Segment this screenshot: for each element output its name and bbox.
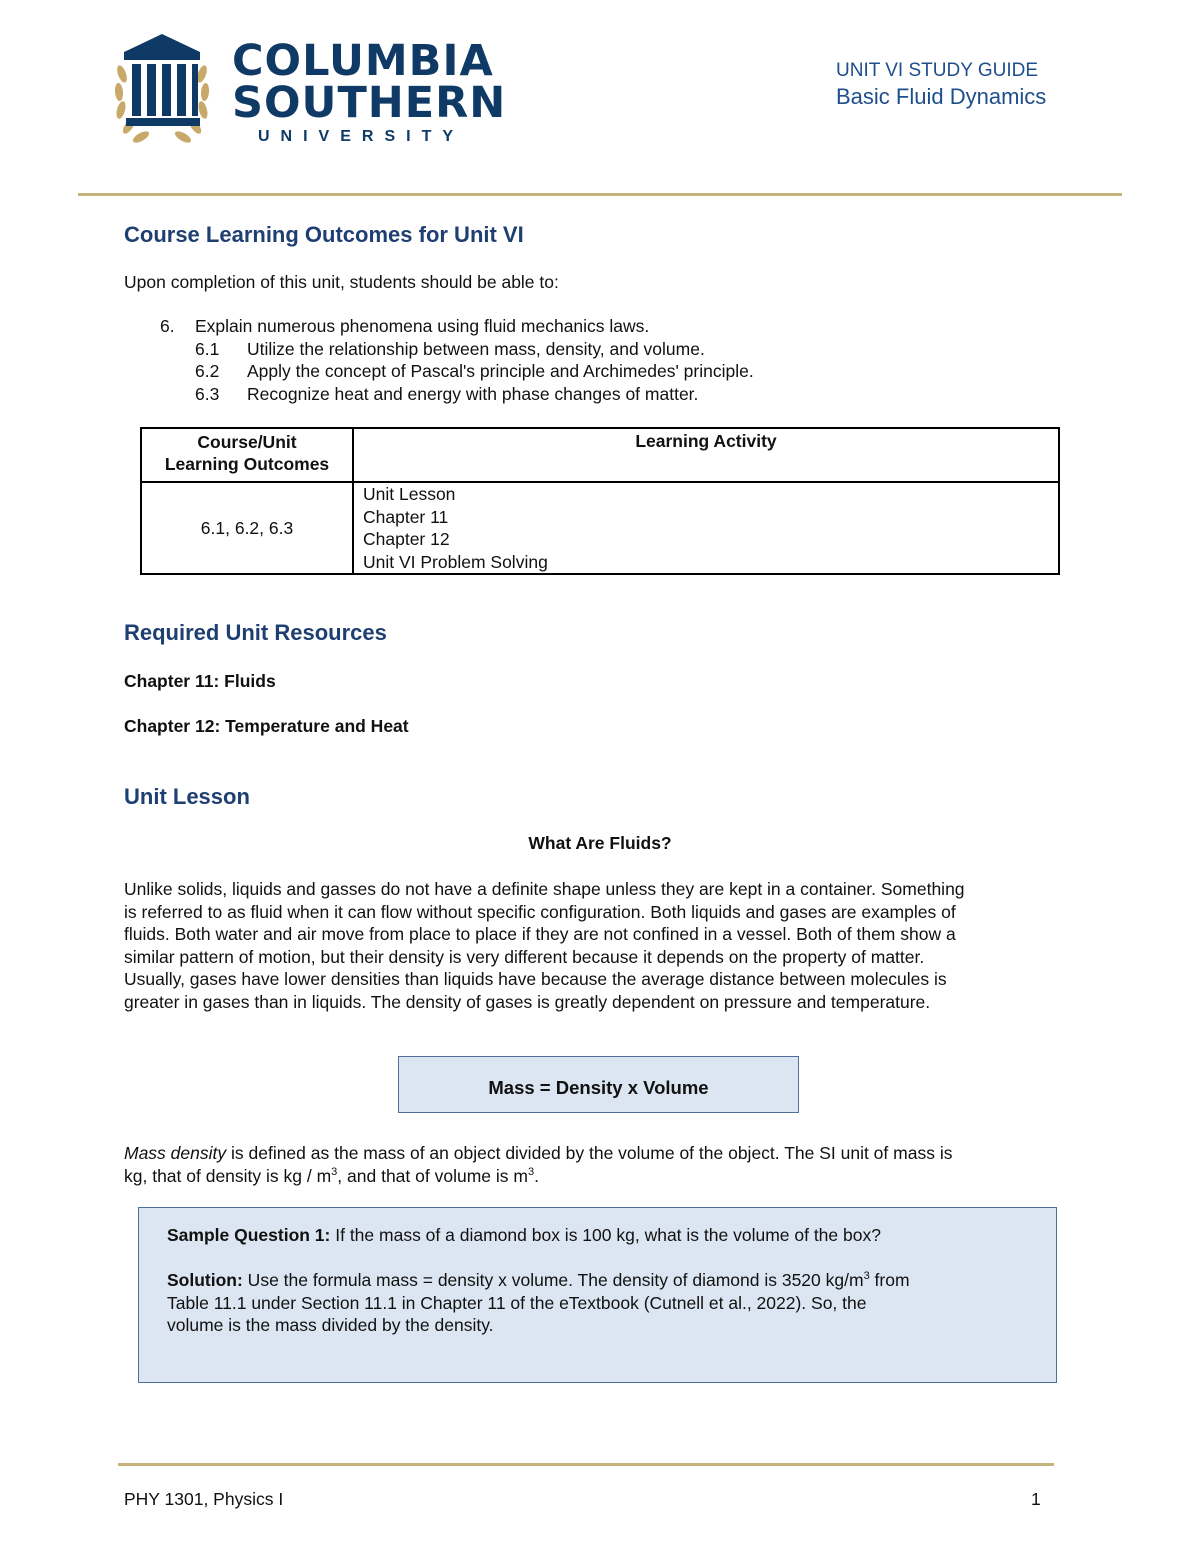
footer-course: PHY 1301, Physics I <box>124 1489 284 1509</box>
table-header-row <box>141 428 1059 482</box>
definition-text: kg, that of density is kg / m <box>124 1165 332 1186</box>
activity-item: Unit VI Problem Solving <box>363 551 548 572</box>
paragraph-line: fluids. Both water and air move from place to place if they are not confined in a vessel. Both of them show a <box>124 924 956 945</box>
sample-question <box>167 1224 881 1247</box>
resources-heading: Required Unit Resources <box>124 620 387 645</box>
outcome-text: Apply the concept of Pascal's principle and Archimedes' principle. <box>247 361 754 381</box>
outcomes-heading: Course Learning Outcomes for Unit VI <box>124 222 524 247</box>
lesson-paragraph <box>124 878 965 1014</box>
sample-question-text: If the mass of a diamond box is 100 kg, what is the volume of the box? <box>330 1225 881 1245</box>
study-guide-label: UNIT VI STUDY GUIDE <box>836 60 1038 81</box>
table-header-outcomes <box>141 428 353 482</box>
paragraph-line: Usually, gases have lower densities than liquids have because the average distance between molecules is <box>124 969 947 990</box>
outcome-number: 6. <box>160 316 175 336</box>
paragraph-line: Unlike solids, liquids and gasses do not have a definite shape unless they are kept in a container. Something <box>124 879 965 899</box>
resource-item: Chapter 12: Temperature and Heat <box>124 716 409 736</box>
table-cell-outcomes: 6.1, 6.2, 6.3 <box>141 482 353 574</box>
outcome-text: Explain numerous phenomena using fluid mechanics laws. <box>195 316 650 336</box>
table-header-outcomes-line2: Learning Outcomes <box>164 454 330 474</box>
footer-page-number: 1 <box>1031 1489 1041 1509</box>
formula-text: Mass = Density x Volume <box>488 1076 709 1098</box>
solution-text: Table 11.1 under Section 11.1 in Chapter 11 of the eTextbook (Cutnell et al., 2022). So, the <box>167 1292 867 1313</box>
definition-text: . <box>534 1165 539 1186</box>
superscript: 3 <box>527 1165 535 1178</box>
study-guide-title: Basic Fluid Dynamics <box>836 84 1047 109</box>
logo-text-columbia: COLUMBIA <box>232 36 494 86</box>
table-header-outcomes-line1: Course/Unit <box>197 432 297 452</box>
paragraph-line: is referred to as fluid when it can flow without specific configuration. Both liquids and gases are examples of <box>124 901 956 922</box>
table-cell-activities <box>353 482 1059 574</box>
columns-laurel-icon <box>112 30 222 152</box>
outcomes-activity-table <box>140 427 1060 575</box>
lesson-subheading: What Are Fluids? <box>528 833 672 853</box>
outcome-number: 6.3 <box>195 384 220 404</box>
table-row <box>141 482 1059 574</box>
term-mass-density: Mass density <box>124 1143 227 1163</box>
table-header-activity: Learning Activity <box>353 428 1059 482</box>
outcome-text: Utilize the relationship between mass, density, and volume. <box>247 339 705 359</box>
formula-box <box>398 1056 799 1113</box>
activity-item: Chapter 12 <box>363 529 450 550</box>
outcome-number: 6.2 <box>195 361 220 381</box>
sample-solution <box>167 1269 910 1337</box>
outcomes-intro: Upon completion of this unit, students should be able to: <box>124 272 559 292</box>
sample-question-label: Sample Question 1: <box>167 1225 331 1245</box>
activity-item: Unit Lesson <box>363 484 456 504</box>
solution-text: Use the formula mass = density x volume. The density of diamond is 3520 kg/m <box>242 1270 864 1290</box>
density-definition <box>124 1142 952 1187</box>
solution-text: volume is the mass divided by the density. <box>167 1315 494 1336</box>
lesson-heading: Unit Lesson <box>124 784 250 809</box>
superscript: 3 <box>863 1270 870 1283</box>
solution-text: from <box>869 1270 910 1290</box>
header-divider <box>78 193 1122 196</box>
superscript: 3 <box>331 1165 338 1178</box>
paragraph-line: similar pattern of motion, but their density is very different because it depends on the property of matter. <box>124 946 925 967</box>
activity-item: Chapter 11 <box>363 506 449 527</box>
footer-divider <box>118 1463 1054 1466</box>
solution-label: Solution: <box>167 1270 243 1290</box>
definition-text: , and that of volume is m <box>337 1165 528 1186</box>
paragraph-line: greater in gases than in liquids. The density of gases is greatly dependent on pressure and temperature. <box>124 991 931 1012</box>
outcome-text: Recognize heat and energy with phase changes of matter. <box>247 384 699 404</box>
definition-text: is defined as the mass of an object divided by the volume of the object. The SI unit of mass is <box>226 1143 953 1163</box>
resource-item: Chapter 11: Fluids <box>124 671 276 691</box>
university-logo <box>112 30 507 152</box>
outcome-number: 6.1 <box>195 339 220 359</box>
logo-text-university: UNIVERSITY <box>258 128 465 145</box>
logo-text-southern: SOUTHERN <box>232 78 507 128</box>
